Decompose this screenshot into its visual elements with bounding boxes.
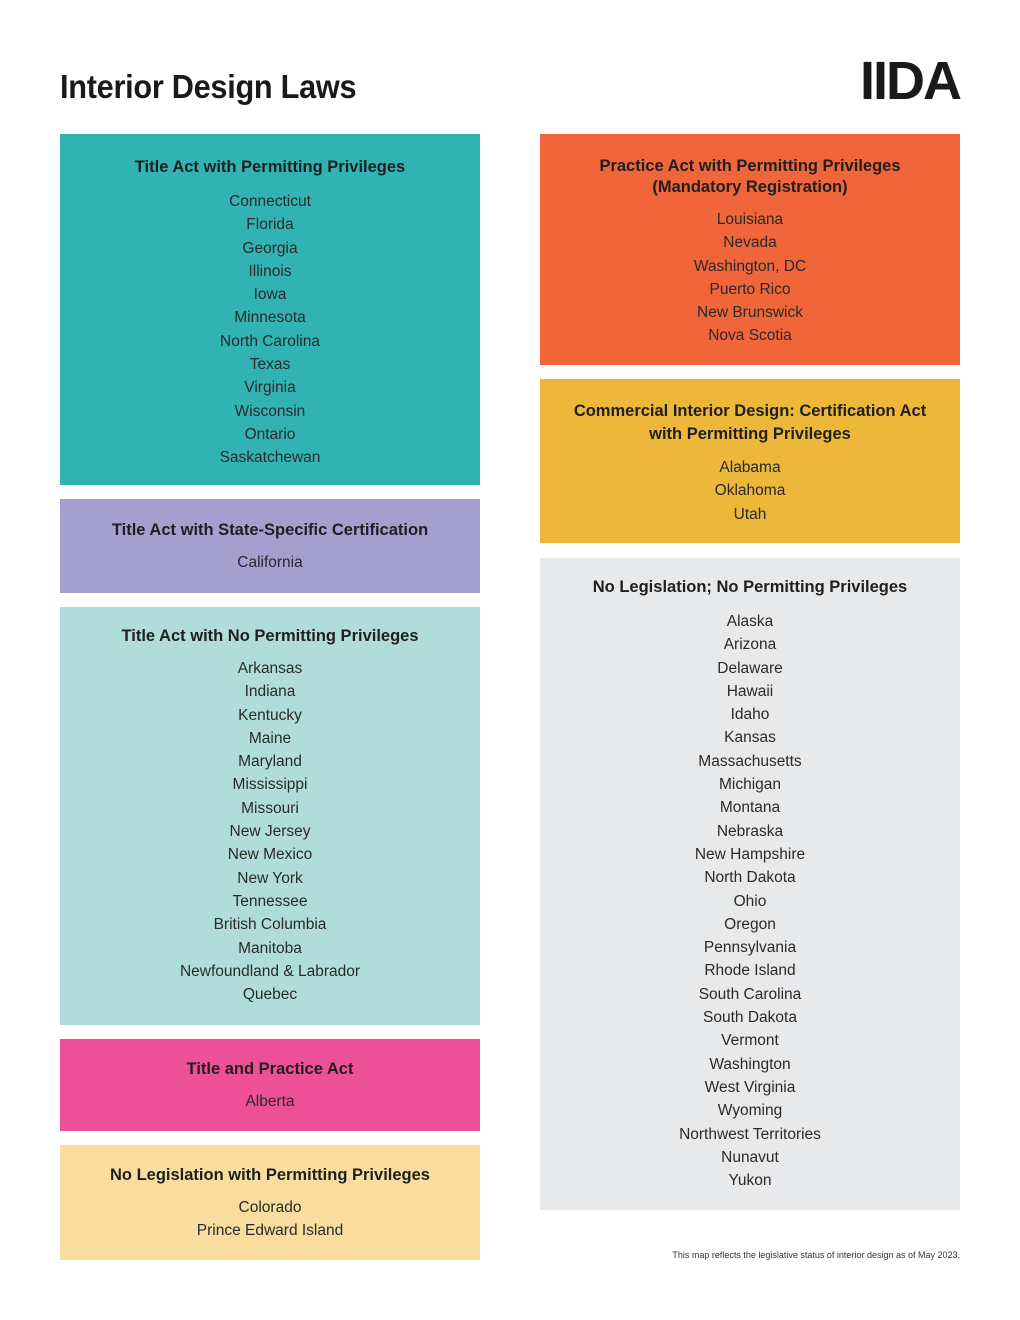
footnote: This map reflects the legislative status of interior design as of May 2023. xyxy=(672,1250,960,1260)
jurisdiction-item: Wisconsin xyxy=(234,402,306,420)
jurisdiction-list xyxy=(540,208,960,348)
jurisdiction-item: Virginia xyxy=(244,379,296,397)
jurisdiction-list xyxy=(60,1196,480,1243)
category-heading: Title Act with No Permitting Privileges xyxy=(121,627,419,645)
jurisdiction-item: Mississippi xyxy=(232,776,308,794)
jurisdiction-item: North Dakota xyxy=(704,869,796,887)
jurisdiction-item: Kansas xyxy=(724,729,776,747)
jurisdiction-item: Alabama xyxy=(719,459,781,476)
jurisdiction-item: Montana xyxy=(719,799,781,817)
jurisdiction-item: Yukon xyxy=(728,1172,772,1190)
jurisdiction-list xyxy=(60,190,480,470)
jurisdiction-item: West Virginia xyxy=(704,1078,796,1096)
jurisdiction-item: Alberta xyxy=(245,1093,295,1110)
category-commercial-certification-act xyxy=(540,379,960,543)
jurisdiction-item: Nunavut xyxy=(721,1148,779,1166)
jurisdiction-item: New Mexico xyxy=(227,846,313,864)
category-heading xyxy=(540,156,960,198)
jurisdiction-item: Washington, DC xyxy=(693,257,807,275)
iida-logo: IIDA xyxy=(860,51,960,111)
category-title-act-no-permitting xyxy=(60,607,480,1025)
jurisdiction-item: Ohio xyxy=(733,892,767,910)
category-no-legislation-permitting xyxy=(60,1145,480,1260)
jurisdiction-item: New Hampshire xyxy=(694,845,806,863)
jurisdiction-item: Nevada xyxy=(723,234,777,252)
jurisdiction-item: South Carolina xyxy=(698,985,802,1003)
jurisdiction-item: Minnesota xyxy=(234,309,306,327)
category-title-and-practice-act xyxy=(60,1039,480,1131)
jurisdiction-item: New Jersey xyxy=(229,823,311,841)
jurisdiction-list xyxy=(60,551,480,574)
category-no-legislation-no-permitting xyxy=(540,558,960,1210)
jurisdiction-item: Kentucky xyxy=(238,706,302,724)
jurisdiction-item: Texas xyxy=(249,356,291,374)
jurisdiction-item: Nebraska xyxy=(716,822,784,840)
category-practice-act-permitting xyxy=(540,134,960,365)
jurisdiction-item: Indiana xyxy=(244,683,296,701)
jurisdiction-list xyxy=(60,657,480,1006)
category-title-act-state-certification xyxy=(60,499,480,593)
jurisdiction-item: Iowa xyxy=(253,286,287,304)
jurisdiction-item: Nova Scotia xyxy=(708,327,792,345)
category-heading: No Legislation; No Permitting Privileges xyxy=(592,578,908,596)
jurisdiction-item: New Brunswick xyxy=(697,304,803,322)
jurisdiction-item: Rhode Island xyxy=(704,962,796,980)
category-heading-line: with Permitting Privileges xyxy=(649,425,851,443)
jurisdiction-item: Newfoundland & Labrador xyxy=(179,962,361,980)
jurisdiction-item: Vermont xyxy=(721,1032,779,1050)
jurisdiction-item: Prince Edward Island xyxy=(196,1222,344,1240)
jurisdiction-item: Northwest Territories xyxy=(679,1125,821,1143)
jurisdiction-item: Louisiana xyxy=(716,211,784,228)
jurisdiction-list xyxy=(60,1090,480,1113)
jurisdiction-item: Florida xyxy=(246,216,294,234)
jurisdiction-item: Ontario xyxy=(244,425,296,443)
jurisdiction-item: Tennessee xyxy=(232,892,308,910)
jurisdiction-item: Washington xyxy=(709,1055,791,1073)
jurisdiction-item: Georgia xyxy=(242,239,298,257)
category-heading-line: Commercial Interior Design: Certification Act xyxy=(573,402,927,420)
jurisdiction-item: Utah xyxy=(733,505,767,523)
jurisdiction-list xyxy=(540,456,960,526)
jurisdiction-item: New York xyxy=(237,869,303,887)
jurisdiction-item: California xyxy=(237,554,303,571)
jurisdiction-item: Puerto Rico xyxy=(709,280,791,298)
jurisdiction-item: Oregon xyxy=(724,915,776,933)
jurisdiction-item: Michigan xyxy=(718,776,782,794)
jurisdiction-item: Missouri xyxy=(241,799,299,817)
jurisdiction-item: Maine xyxy=(248,729,292,747)
page-title: Interior Design Laws xyxy=(60,68,357,105)
jurisdiction-item: Idaho xyxy=(730,706,770,724)
jurisdiction-item: Connecticut xyxy=(229,193,311,210)
jurisdiction-item: Wyoming xyxy=(717,1102,783,1120)
jurisdiction-item: Colorado xyxy=(238,1199,302,1216)
jurisdiction-item: South Dakota xyxy=(703,1009,797,1027)
category-heading xyxy=(540,400,960,446)
category-heading-line: (Mandatory Registration) xyxy=(652,178,848,196)
jurisdiction-item: Quebec xyxy=(242,986,298,1004)
jurisdiction-item: Arkansas xyxy=(237,660,303,677)
jurisdiction-item: Pennsylvania xyxy=(703,939,797,957)
jurisdiction-item: Massachusetts xyxy=(698,752,802,770)
jurisdiction-item: North Carolina xyxy=(220,332,320,350)
category-heading-line: Practice Act with Permitting Privileges xyxy=(599,157,901,175)
jurisdiction-item: Delaware xyxy=(717,659,783,677)
jurisdiction-item: Oklahoma xyxy=(714,482,786,500)
jurisdiction-list xyxy=(540,610,960,1192)
jurisdiction-item: Saskatchewan xyxy=(219,449,321,467)
jurisdiction-item: Manitoba xyxy=(238,939,302,957)
jurisdiction-item: Alaska xyxy=(726,613,774,630)
jurisdiction-item: Maryland xyxy=(238,753,302,771)
jurisdiction-item: British Columbia xyxy=(213,916,327,934)
jurisdiction-item: Arizona xyxy=(723,636,777,654)
category-title-act-permitting xyxy=(60,134,480,485)
jurisdiction-item: Hawaii xyxy=(726,682,774,700)
category-heading: No Legislation with Permitting Privileges xyxy=(110,1166,430,1184)
jurisdiction-item: Illinois xyxy=(248,262,292,280)
category-heading: Title Act with Permitting Privileges xyxy=(134,158,406,176)
category-heading: Title and Practice Act xyxy=(186,1060,354,1078)
category-heading: Title Act with State-Specific Certification xyxy=(111,521,429,539)
